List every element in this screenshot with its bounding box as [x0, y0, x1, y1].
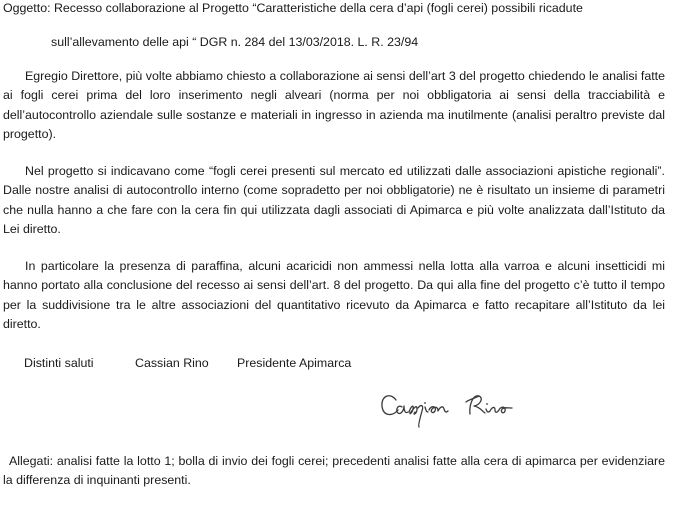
handwritten-signature: [378, 388, 540, 428]
paragraph-2: [3, 162, 665, 240]
paragraph-3-text: In particolare la presenza di paraffina, alcuni acaricidi non ammessi nella lotta alla varroa e alcuni insetticidi mi hanno portato alla conclusione del recesso ai sensi dell’art. 8 del progetto. Da qui alla fine del progetto c’è tutto il tempo per la suddivisione tra le altre associazioni del quantitativo ricevuto da Apimarca e fatto recapitare all’Istituto da lei diretto.: [3, 259, 665, 332]
attachments-note: [3, 452, 665, 491]
paragraph-3: [3, 257, 665, 335]
subject-line-1: Oggetto: Recesso collaborazione al Progetto “Caratteristiche della cera d’api (fogli cerei) possibili ricadute: [3, 1, 583, 15]
closing-greeting: Distinti saluti: [24, 356, 94, 370]
paragraph-2-text: Nel progetto si indicavano come “fogli cerei presenti sul mercato ed utilizzati dalle associazioni apistiche regionali”. Dalle nostre analisi di autocontrollo interno (come sopradetto per noi obbligatorie) ne è risultato un insieme di parametri che nulla hanno a che fare con la cera fin qui utilizzata dagli associati di Apimarca e più volte analizzata dall’Istituto da Lei diretto.: [3, 164, 665, 237]
paragraph-1-text: Egregio Direttore, più volte abbiamo chiesto a collaborazione ai sensi dell’art 3 del progetto chiedendo le analisi fatte ai fogli cerei prima del loro inserimento negli alveari (norma per noi obbligatoria ai sensi della tracciabilità e dell’autocontrollo aziendale sulle sostanze e materiali in ingresso in azienda ma inutilmente (analisi peraltro previste dal progetto).: [3, 69, 665, 142]
signer-name: Cassian Rino: [135, 356, 209, 370]
subject-line-2: sull’allevamento delle api “ DGR n. 284 del 13/03/2018. L. R. 23/94: [51, 35, 419, 49]
signer-role: Presidente Apimarca: [237, 356, 352, 370]
attachments-text: Allegati: analisi fatte la lotto 1; bolla di invio dei fogli cerei; precedenti analisi fatte alla cera di apimarca per evidenziare la differenza di inquinanti presenti.: [3, 454, 665, 488]
paragraph-1: [3, 67, 665, 145]
